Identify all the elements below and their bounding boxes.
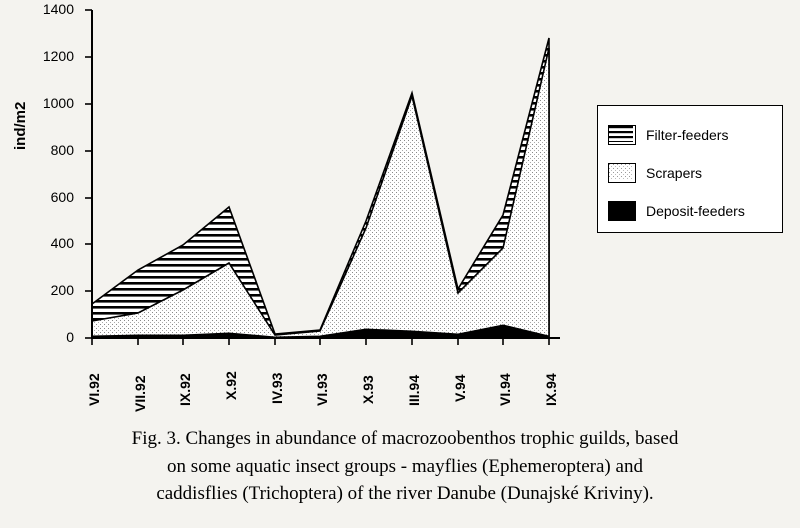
x-tick-label: X.93 (360, 375, 376, 404)
x-tick-label: VI.94 (497, 373, 513, 406)
x-tick-label: VI.93 (314, 373, 330, 406)
y-tick-marks (85, 10, 92, 338)
y-tick-label: 1000 (42, 95, 74, 111)
caption-line: caddisflies (Trichoptera) of the river Danube (Dunajské Kriviny). (156, 483, 654, 505)
legend-label: Scrapers (646, 165, 703, 181)
x-tick-label: IV.93 (269, 372, 285, 404)
y-tick-label: 600 (50, 189, 74, 205)
legend-swatch-horizontal-hatch (608, 125, 636, 145)
legend-item-deposit-feeders (608, 192, 774, 230)
x-tick-label: IX.92 (177, 373, 193, 406)
caption-line: on some aquatic insect groups - mayflies (Ephemeroptera) and (167, 455, 643, 477)
figure-caption (40, 425, 770, 508)
caption-line: Fig. 3. Changes in abundance of macrozoobenthos trophic guilds, based (131, 428, 679, 449)
y-tick-label: 200 (50, 282, 74, 298)
x-tick-label: VII.92 (132, 375, 148, 412)
x-tick-label: X.92 (223, 371, 239, 400)
x-tick-label: V.94 (452, 374, 468, 402)
legend-label: Filter-feeders (646, 127, 729, 143)
y-tick-label: 1200 (42, 48, 74, 64)
y-tick-label: 400 (50, 235, 74, 251)
x-tick-marks (92, 338, 549, 345)
y-tick-label: 1400 (42, 1, 74, 17)
legend-label: Deposit-feeders (646, 203, 745, 219)
y-axis-label: ind/m2 (12, 101, 29, 150)
legend-item-scrapers (608, 154, 774, 192)
x-tick-label: III.94 (406, 374, 422, 406)
legend-item-filter-feeders (608, 116, 774, 154)
x-tick-label: VI.92 (86, 373, 102, 406)
y-tick-label: 800 (50, 142, 74, 158)
legend (597, 105, 783, 233)
x-tick-label: IX.94 (543, 373, 559, 406)
y-tick-label: 0 (66, 329, 74, 345)
legend-swatch-solid-black (608, 201, 636, 221)
legend-swatch-light-stipple (608, 163, 636, 183)
